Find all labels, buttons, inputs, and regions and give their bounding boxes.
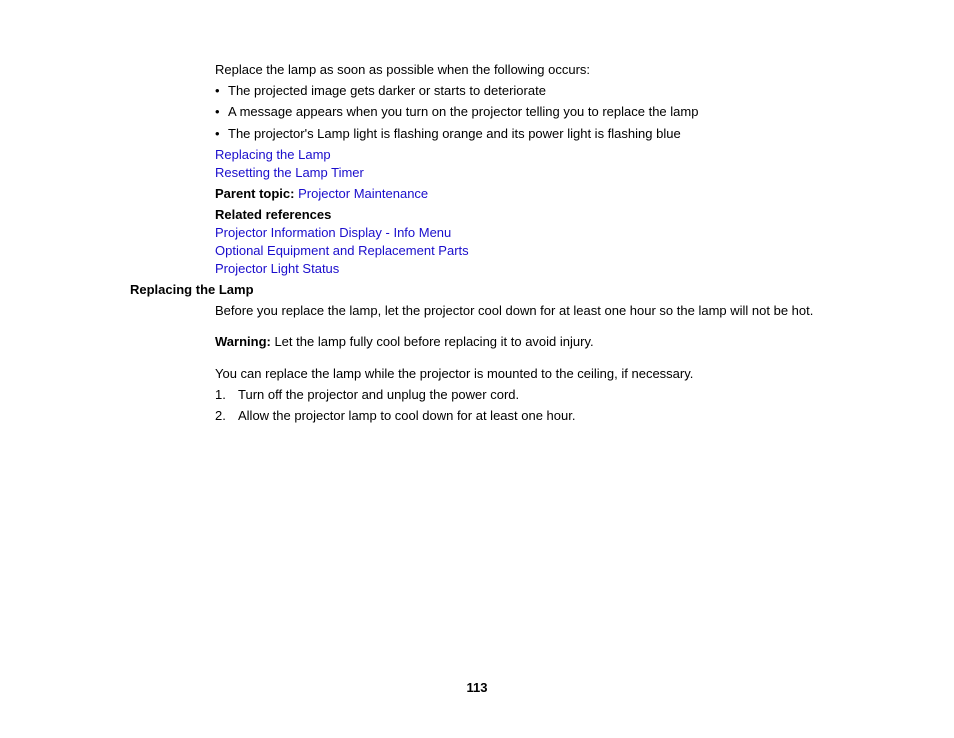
- bullet-icon: •: [215, 83, 220, 98]
- page-number: 113: [466, 680, 488, 695]
- link-replacing-the-lamp[interactable]: Replacing the Lamp: [215, 147, 331, 162]
- bullet-icon: •: [215, 126, 220, 141]
- step-text: Turn off the projector and unplug the power cord.: [238, 387, 520, 402]
- parent-topic-label: Parent topic:: [215, 186, 295, 201]
- bullet-text: The projected image gets darker or starts to deteriorate: [228, 83, 546, 98]
- step-item: [215, 408, 815, 424]
- section-paragraph: Before you replace the lamp, let the projector cool down for at least one hour so the lamp will not be hot.: [215, 303, 814, 318]
- bullet-item: [215, 126, 815, 142]
- parent-topic: [215, 186, 428, 202]
- step-text: Allow the projector lamp to cool down for at least one hour.: [238, 408, 576, 423]
- link-resetting-the-lamp-timer[interactable]: Resetting the Lamp Timer: [215, 165, 364, 180]
- warning-text: Let the lamp fully cool before replacing it to avoid injury.: [270, 334, 594, 349]
- link-projector-information-display[interactable]: Projector Information Display - Info Menu: [215, 225, 452, 240]
- bullet-icon: •: [215, 104, 220, 119]
- section-heading: Replacing the Lamp: [130, 282, 254, 297]
- bullet-item: [215, 104, 815, 120]
- section-paragraph: You can replace the lamp while the projector is mounted to the ceiling, if necessary.: [215, 366, 694, 381]
- link-projector-light-status[interactable]: Projector Light Status: [215, 261, 340, 276]
- warning-note: [215, 334, 594, 350]
- warning-label: Warning:: [215, 334, 271, 349]
- link-projector-maintenance[interactable]: Projector Maintenance: [298, 186, 429, 201]
- link-optional-equipment[interactable]: Optional Equipment and Replacement Parts: [215, 243, 469, 258]
- bullet-text: The projector's Lamp light is flashing orange and its power light is flashing blue: [228, 126, 681, 141]
- intro-text: Replace the lamp as soon as possible when the following occurs:: [215, 62, 591, 77]
- bullet-text: A message appears when you turn on the projector telling you to replace the lamp: [228, 104, 699, 119]
- bullet-item: [215, 83, 815, 99]
- related-references-heading: Related references: [215, 207, 332, 222]
- step-number: 1.: [215, 387, 226, 402]
- step-number: 2.: [215, 408, 226, 423]
- step-item: [215, 387, 815, 403]
